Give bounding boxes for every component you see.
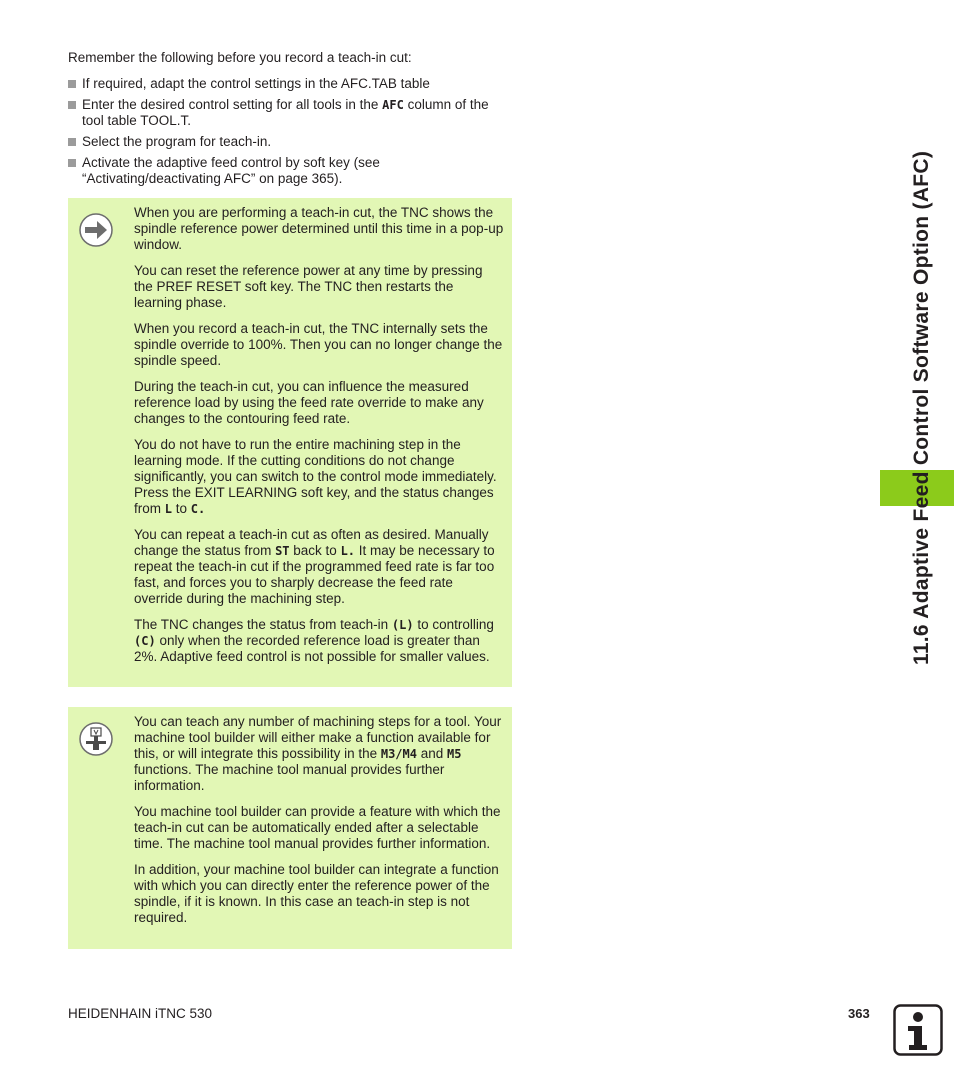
machine-note-text bbox=[134, 714, 504, 936]
paragraph: The TNC changes the status from teach-in (L) to controlling (C) only when the recorded reference load is greater than 2%. Adaptive feed control is not possible for smaller values. bbox=[134, 617, 494, 664]
square-bullet-icon bbox=[68, 101, 76, 109]
page-number: 363 bbox=[848, 1006, 870, 1021]
paragraph: You machine tool builder can provide a feature with which the teach-in cut can be automatically ended after a selectable time. The machine tool manual provides further information. bbox=[134, 804, 501, 851]
paragraph: During the teach-in cut, you can influence the measured reference load by using the feed rate override to make any changes to the contouring feed rate. bbox=[134, 379, 484, 426]
paragraph: You can repeat a teach-in cut as often as desired. Manually change the status from ST back to L. It may be necessary to repeat the teach-in cut if the programmed feed rate is far too fast, and forces you to sharply decrease the feed rate override during the machining step. bbox=[134, 527, 495, 606]
footer-product: HEIDENHAIN iTNC 530 bbox=[68, 1006, 213, 1021]
paragraph: When you are performing a teach-in cut, the TNC shows the spindle reference power determined until this time in a pop-up window. bbox=[134, 205, 504, 252]
list-item: Enter the desired control setting for all tools in the AFC column of the tool table TOOL.T. bbox=[68, 97, 513, 129]
note-box bbox=[68, 198, 512, 687]
paragraph: You can teach any number of machining steps for a tool. Your machine tool builder will either make a function available for this, or will integrate this possibility in the M3/M4 and M5 functions. The machine tool manual provides further information. bbox=[134, 714, 502, 793]
intro-text: Remember the following before you record a teach-in cut: bbox=[68, 50, 412, 65]
square-bullet-icon bbox=[68, 138, 76, 146]
paragraph: In addition, your machine tool builder can integrate a function with which you can directly enter the reference power of the spindle, if it is known. In this case an teach-in step is not required. bbox=[134, 862, 499, 925]
square-bullet-icon bbox=[68, 159, 76, 167]
paragraph: You do not have to run the entire machining step in the learning mode. If the cutting conditions do not change significantly, you can switch to the control mode immediately. Press the EXIT LEARNING soft key, and the status changes from L to C. bbox=[134, 437, 497, 516]
note-text bbox=[134, 205, 504, 675]
bullet-list bbox=[68, 76, 513, 192]
machine-note-box bbox=[68, 707, 512, 949]
paragraph: When you record a teach-in cut, the TNC internally sets the spindle override to 100%. Then you can no longer change the spindle speed. bbox=[134, 321, 503, 368]
list-item: Select the program for teach-in. bbox=[68, 134, 513, 150]
list-item: Activate the adaptive feed control by soft key (see “Activating/deactivating AFC” on page 365). bbox=[68, 155, 513, 187]
paragraph: You can reset the reference power at any time by pressing the PREF RESET soft key. The TNC then restarts the learning phase. bbox=[134, 263, 483, 310]
info-icon bbox=[893, 1004, 943, 1056]
list-item: If required, adapt the control settings in the AFC.TAB table bbox=[68, 76, 513, 92]
machine-tool-icon bbox=[79, 722, 113, 756]
square-bullet-icon bbox=[68, 80, 76, 88]
chapter-side-title: 11.6 Adaptive Feed Control Software Option (AFC) bbox=[910, 150, 933, 665]
arrow-right-icon bbox=[79, 213, 113, 247]
